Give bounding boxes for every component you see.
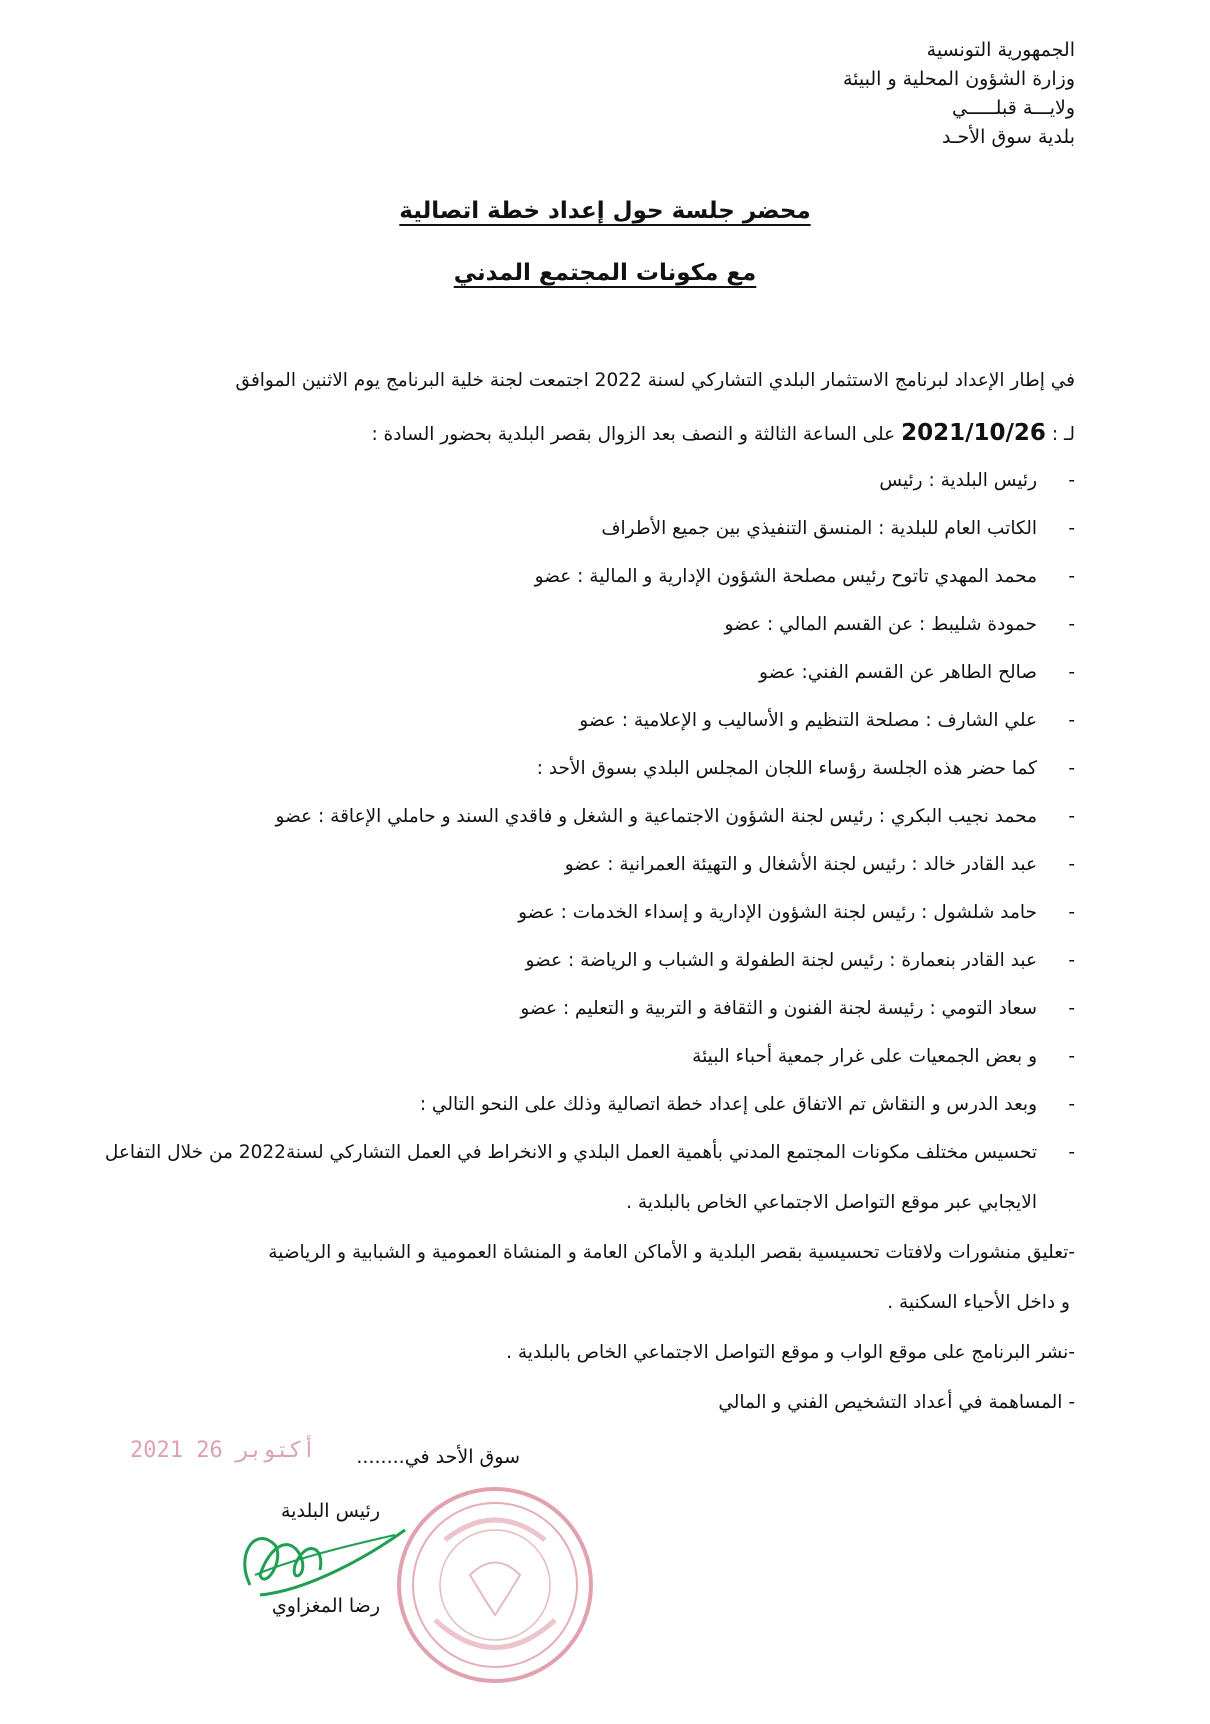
letterhead-governorate: ولايـــة قبلـــــي xyxy=(952,97,1075,119)
list-item: -وبعد الدرس و النقاش تم الاتفاق على إعداد خطة اتصالية وذلك على النحو التالي : xyxy=(419,1094,1075,1115)
list-item: -حمودة شليبط : عن القسم المالي : عضو xyxy=(724,614,1075,635)
list-item: -تحسيس مختلف مكونات المجتمع المدني بأهمية العمل البلدي و الانخراط في العمل التشاركي لسنة2022 من خلال التفاعل xyxy=(104,1142,1075,1163)
list-item: -رئيس البلدية : رئيس xyxy=(879,470,1075,491)
intro-paragraph-line-2 xyxy=(155,420,1075,446)
letterhead-municipality: بلدية سوق الأحـد xyxy=(942,126,1075,148)
list-item: -عبد القادر خالد : رئيس لجنة الأشغال و التهيئة العمرانية : عضو xyxy=(564,854,1075,875)
continuation-line: الايجابي عبر موقع التواصل الاجتماعي الخاص بالبلدية . xyxy=(626,1192,1037,1213)
continuation-line: - المساهمة في أعداد التشخيص الفني و المالي xyxy=(718,1392,1075,1413)
list-item: -سعاد التومي : رئيسة لجنة الفنون و الثقافة و التربية و التعليم : عضو xyxy=(520,998,1075,1019)
title-line-2: مع مكونات المجتمع المدني xyxy=(453,260,757,286)
continuation-line: -نشر البرنامج على موقع الواب و موقع التواصل الاجتماعي الخاص بالبلدية . xyxy=(506,1342,1075,1363)
letterhead xyxy=(843,36,1075,152)
letterhead-republic: الجمهورية التونسية xyxy=(926,39,1075,61)
document-subtitle xyxy=(0,260,1210,286)
list-item: -عبد القادر بنعمارة : رئيس لجنة الطفولة و الشباب و الرياضة : عضو xyxy=(525,950,1075,971)
list-item: -محمد نجيب البكري : رئيس لجنة الشؤون الاجتماعية و الشغل و فاقدي السند و حاملي الإعاقة : عضو xyxy=(275,806,1075,827)
letterhead-ministry: وزارة الشؤون المحلية و البيئة xyxy=(842,68,1075,90)
meeting-date: 2021/10/26 xyxy=(901,420,1046,446)
document-title xyxy=(0,198,1210,224)
list-item: -حامد شلشول : رئيس لجنة الشؤون الإدارية و إسداء الخدمات : عضو xyxy=(518,902,1075,923)
list-item: -و بعض الجمعيات على غرار جمعية أحباء البيئة xyxy=(692,1046,1075,1067)
signature-place-date: سوق الأحد في........ xyxy=(356,1446,520,1468)
list-item: -صالح الطاهر عن القسم الفني: عضو xyxy=(759,662,1075,683)
continuation-line: -تعليق منشورات ولافتات تحسيسية بقصر البلدية و الأماكن العامة و المنشاة العمومية و الشبابية و الرياضية xyxy=(268,1242,1075,1263)
list-item: -محمد المهدي تاتوح رئيس مصلحة الشؤون الإدارية و المالية : عضو xyxy=(534,566,1075,587)
intro-suffix: على الساعة الثالثة و النصف بعد الزوال بقصر البلدية بحضور السادة : xyxy=(371,424,896,445)
list-item: -الكاتب العام للبلدية : المنسق التنفيذي بين جميع الأطراف xyxy=(601,518,1075,539)
continuation-line: و داخل الأحياء السكنية . xyxy=(887,1292,1070,1313)
date-stamp: 2021 أكتوبر 26 xyxy=(130,1438,316,1463)
signatory-name: رضا المغزاوي xyxy=(271,1595,380,1617)
list-item: -كما حضر هذه الجلسة رؤساء اللجان المجلس البلدي بسوق الأحد : xyxy=(536,758,1075,779)
signatory-role: رئيس البلدية xyxy=(281,1500,380,1522)
intro-prefix: لـ : xyxy=(1051,424,1075,445)
title-line-1: محضر جلسة حول إعداد خطة اتصالية xyxy=(399,198,811,224)
intro-paragraph-line-1: في إطار الإعداد لبرنامج الاستثمار البلدي التشاركي لسنة 2022 اجتمعت لجنة خلية البرنامج يوم الاثنين الموافق xyxy=(235,370,1075,391)
list-item: -علي الشارف : مصلحة التنظيم و الأساليب و الإعلامية : عضو xyxy=(579,710,1075,731)
